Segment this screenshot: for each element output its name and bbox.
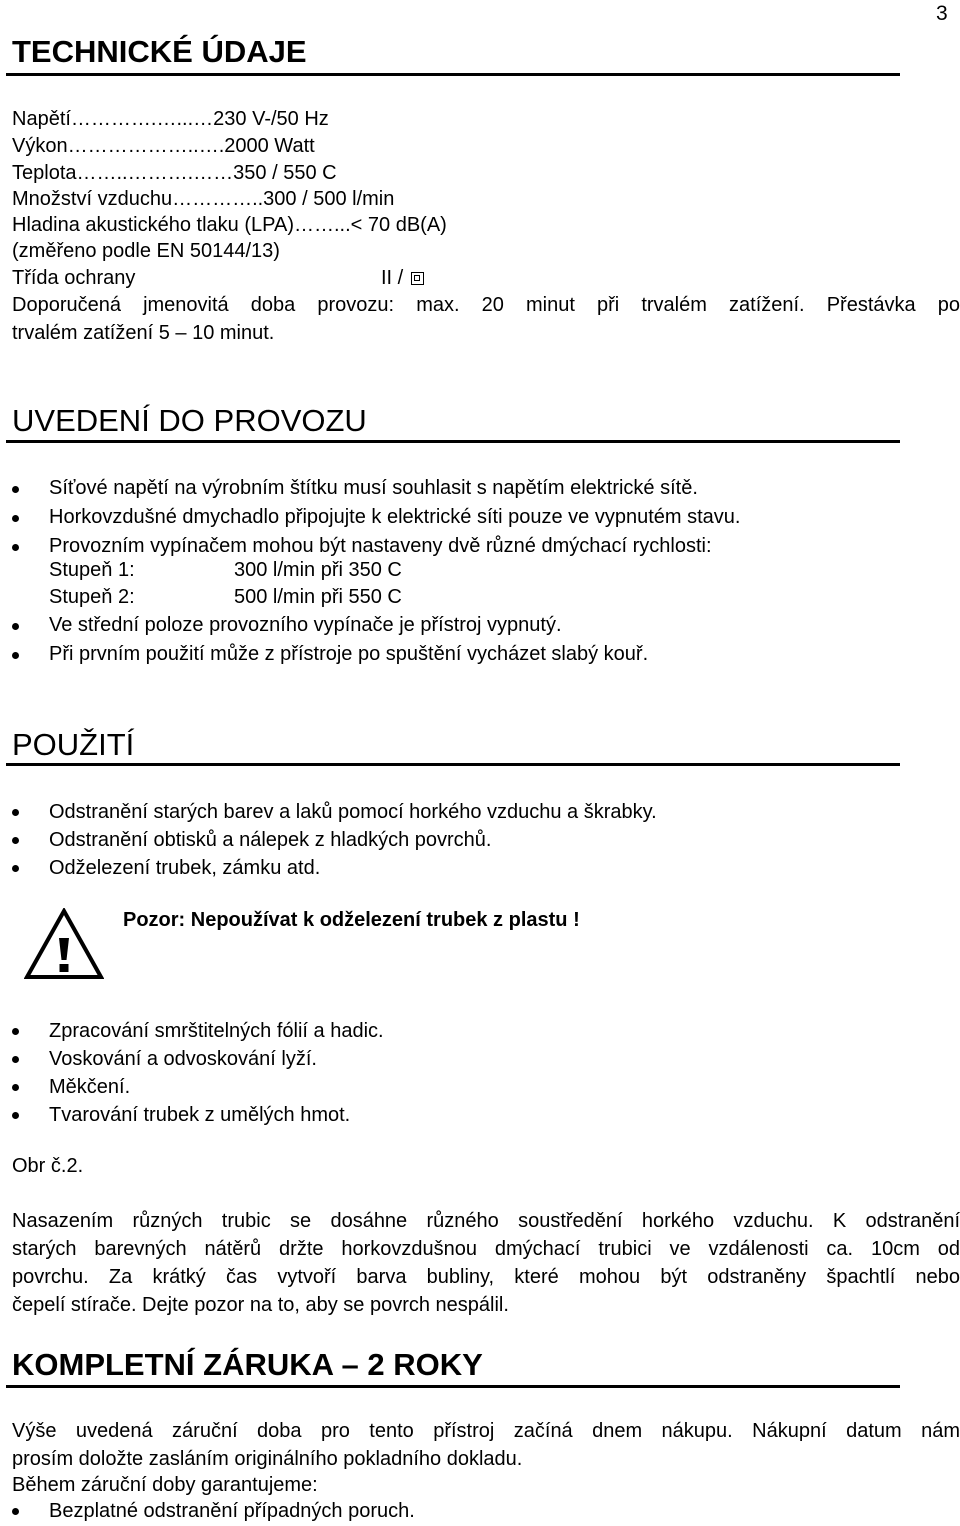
section-title-startup: UVEDENÍ DO PROVOZU bbox=[12, 403, 367, 438]
section-rule bbox=[6, 1385, 900, 1388]
list-item-text: Provozním vypínačem mohou být nastaveny dvě různé dmýchací rychlosti: bbox=[49, 535, 712, 557]
bullet-icon bbox=[12, 515, 19, 522]
paragraph-line: prosím doložte zasláním originálního pokladního dokladu. bbox=[12, 1448, 523, 1470]
list-item-text: Síťové napětí na výrobním štítku musí souhlasit s napětím elektrické sítě. bbox=[49, 477, 698, 499]
bullet-icon bbox=[12, 652, 19, 659]
list-item-text: Při prvním použití může z přístroje po spuštění vycházet slabý kouř. bbox=[49, 643, 649, 665]
operation-line: Doporučená jmenovitá doba provozu: max. 20 minut při trvalém zatížení. Přestávka po bbox=[12, 294, 960, 316]
paragraph-line: starých barevných nátěrů držte horkovzdušnou dmýchací trubici ve vzdálenosti ca. 10cm od bbox=[12, 1238, 960, 1260]
warranty-list bbox=[12, 1497, 415, 1525]
list-item bbox=[12, 474, 740, 503]
spec-noise-norm: (změřeno podle EN 50144/13) bbox=[12, 240, 280, 262]
list-item-text: Bezplatné odstranění případných poruch. bbox=[49, 1500, 415, 1522]
list-item-text: Měkčení. bbox=[49, 1076, 131, 1098]
spec-noise: Hladina akustického tlaku (LPA)……...< 70 dB(A) bbox=[12, 214, 447, 236]
usage-paragraph bbox=[12, 1207, 960, 1319]
paragraph-line: čepelí stírače. Dejte pozor na to, aby se povrch nespálil. bbox=[12, 1294, 509, 1316]
figure-reference: Obr č.2. bbox=[12, 1155, 84, 1177]
speed-row-2 bbox=[49, 584, 402, 611]
list-item bbox=[12, 1017, 384, 1045]
list-item bbox=[12, 1045, 384, 1073]
bullet-icon bbox=[12, 1508, 19, 1515]
warning-triangle-icon bbox=[24, 908, 104, 980]
startup-list-top bbox=[12, 474, 740, 561]
list-item-text: Zpracování smrštitelných fólií a hadic. bbox=[49, 1020, 384, 1042]
bullet-icon bbox=[12, 1112, 19, 1119]
list-item-text: Odstranění starých barev a laků pomocí horkého vzduchu a škrabky. bbox=[49, 801, 657, 823]
list-item-text: Horkovzdušné dmychadlo připojujte k elektrické síti pouze ve vypnutém stavu. bbox=[49, 506, 741, 528]
list-item bbox=[12, 854, 657, 882]
bullet-icon bbox=[12, 623, 19, 630]
page-number: 3 bbox=[936, 2, 948, 25]
bullet-icon bbox=[12, 1056, 19, 1063]
list-item bbox=[12, 611, 648, 640]
bullet-icon bbox=[12, 486, 19, 493]
speed-value: 500 l/min při 550 C bbox=[234, 586, 402, 608]
speed-value: 300 l/min při 350 C bbox=[234, 559, 402, 581]
paragraph-line: povrchu. Za krátký čas vytvoří barva bubliny, které mohou být odstraněny špachtlí nebo bbox=[12, 1266, 960, 1288]
bullet-icon bbox=[12, 809, 19, 816]
list-item bbox=[12, 503, 740, 532]
list-item-text: Ve střední poloze provozního vypínače je přístroj vypnutý. bbox=[49, 614, 562, 636]
spec-protection-label: Třída ochrany bbox=[12, 267, 136, 289]
section-title-usage: POUŽITÍ bbox=[12, 727, 135, 762]
spec-power: Výkon………………..….2000 Watt bbox=[12, 135, 315, 157]
spec-temperature: Teplota……..……….……350 / 550 C bbox=[12, 162, 337, 184]
spec-voltage: Napětí………….…...…230 V-/50 Hz bbox=[12, 108, 329, 130]
protection-class-text: II / bbox=[381, 267, 404, 289]
bullet-icon bbox=[12, 1028, 19, 1035]
operation-line: trvalém zatížení 5 – 10 minut. bbox=[12, 322, 275, 344]
double-insulation-icon bbox=[411, 272, 424, 285]
usage-list-top bbox=[12, 798, 657, 882]
list-item bbox=[12, 640, 648, 669]
list-item-text: Odželezení trubek, zámku atd. bbox=[49, 857, 321, 879]
speed-row-1 bbox=[49, 557, 402, 584]
bullet-icon bbox=[12, 544, 19, 551]
list-item bbox=[12, 1101, 384, 1129]
warning-text: Pozor: Nepoužívat k odželezení trubek z plastu ! bbox=[123, 909, 580, 931]
section-rule bbox=[6, 763, 900, 766]
guarantee-intro: Během záruční doby garantujeme: bbox=[12, 1474, 318, 1496]
spec-protection-value bbox=[381, 265, 424, 291]
usage-list-bottom bbox=[12, 1017, 384, 1129]
bullet-icon bbox=[12, 1084, 19, 1091]
list-item bbox=[12, 1073, 384, 1101]
bullet-icon bbox=[12, 865, 19, 872]
section-title-warranty: KOMPLETNÍ ZÁRUKA – 2 ROKY bbox=[12, 1347, 483, 1382]
list-item-text: Odstranění obtisků a nálepek z hladkých povrchů. bbox=[49, 829, 492, 851]
paragraph-line: Výše uvedená záruční doba pro tento přístroj začíná dnem nákupu. Nákupní datum nám bbox=[12, 1420, 960, 1442]
section-title-technical: TECHNICKÉ ÚDAJE bbox=[12, 34, 307, 69]
startup-list-bottom bbox=[12, 611, 648, 669]
speed-label: Stupeň 2: bbox=[49, 586, 135, 608]
list-item bbox=[12, 798, 657, 826]
list-item bbox=[12, 1497, 415, 1525]
list-item-text: Tvarování trubek z umělých hmot. bbox=[49, 1104, 351, 1126]
list-item-text: Voskování a odvoskování lyží. bbox=[49, 1048, 317, 1070]
paragraph-line: Nasazením různých trubic se dosáhne různého soustředění horkého vzduchu. K odstranění bbox=[12, 1210, 960, 1232]
section-rule bbox=[6, 440, 900, 443]
spec-airflow: Množství vzduchu…………..300 / 500 l/min bbox=[12, 188, 395, 210]
warranty-paragraph bbox=[12, 1417, 960, 1473]
bullet-icon bbox=[12, 837, 19, 844]
spec-operation-duration bbox=[12, 291, 960, 347]
section-rule bbox=[6, 73, 900, 76]
list-item bbox=[12, 826, 657, 854]
speed-label: Stupeň 1: bbox=[49, 559, 135, 581]
